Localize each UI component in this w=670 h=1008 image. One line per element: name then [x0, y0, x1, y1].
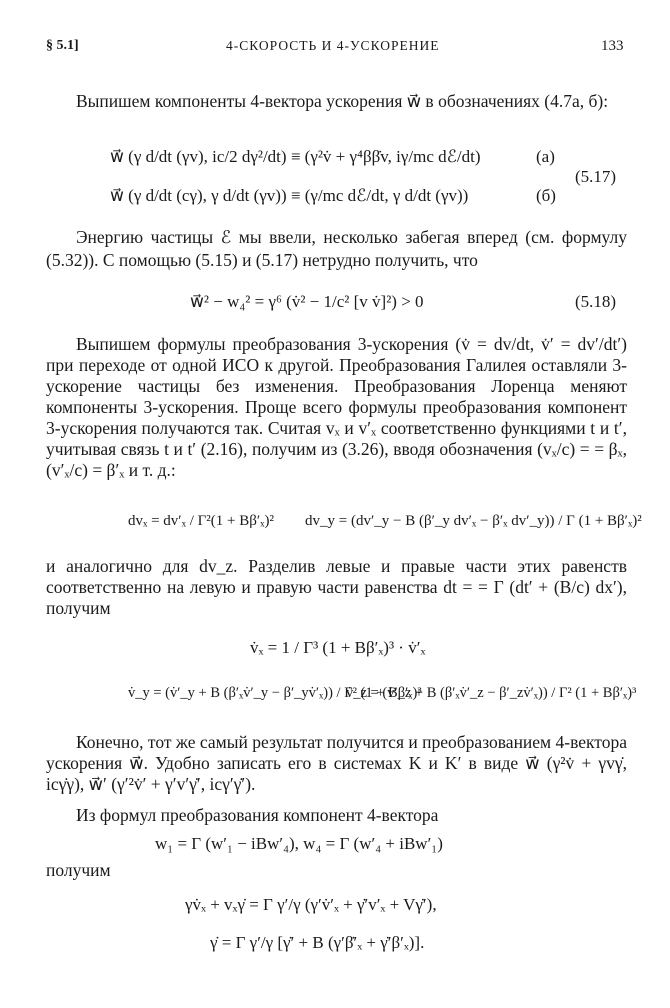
equation-vx-dot: v̇ₓ = 1 / Γ³ (1 + Bβ′ₓ)³ · v̇′ₓ [250, 638, 426, 657]
word-we-get: получим [46, 860, 111, 880]
equation-vz-dot: v̇_z = (v̇′_z + B (β′ₓv̇′_z − β′_zv̇′ₓ)) / Γ² (1 + Bβ′ₓ)³ [346, 685, 637, 701]
chapter-title: 4-СКОРОСТЬ И 4-УСКОРЕНИЕ [226, 38, 440, 53]
paragraph-from-formulas: Из формул преобразования компонент 4-вектора [76, 805, 439, 825]
equation-number-5-17: (5.17) [575, 167, 617, 186]
equation-w-transform: w₁ = Γ (w′₁ − iBw′₄), w₄ = Γ (w′₄ + iBw′₁) [155, 834, 443, 853]
equation-gamma-1: γv̇ₓ + vₓγ̇ = Γ γ′/γ (γ′v̇′ₓ + γ̇′v′ₓ + Vγ̇′), [185, 895, 437, 914]
paragraph-energy: Энергию частицы ℰ мы ввели, несколько забегая вперед (см. формулу (5.32)). С помощью (5.15) и (5.17) нетрудно получить, что [46, 227, 627, 270]
section-ref: § 5.1] [46, 38, 79, 53]
equation-5-18: w⃗² − w₄² = γ⁶ (v̇² − 1/c² [v v̇]²) > 0 [190, 292, 424, 311]
equation-vy-dot: v̇_y = (v̇′_y + B (β′ₓv̇′_y − β′_yv̇′ₓ)) / Γ² (1 + Bβ′ₓ)³ [128, 685, 422, 701]
equation-dvx: dvₓ = dv′ₓ / Γ²(1 + Bβ′ₓ)² [128, 513, 274, 529]
paragraph-transform: Выпишем формулы преобразования 3-ускорения (v̇ = dv/dt, v̇′ = dv′/dt′) при переходе от одной ИСО к другой. Преобразования Галилея оставляли 3-ускорение частицы без изменения. Преобразования Лоренца меняют компоненты 3-ускорения. Проще всего формулы преобразования компонент 3-ускорения получаются так. Считая vₓ и v′ₓ соответственно функциями t и t′, учитывая связь t и t′ (2.16), получим из (3.26), вводя обозначения (vₓ/c) = = βₓ, (v′ₓ/c) = β′ₓ и т. д.: [46, 334, 627, 480]
equation-gamma-2: γ̇ = Γ γ′/γ [γ̇′ + B (γ′β̇′ₓ + γ̇′β′ₓ)]. [210, 933, 425, 952]
equation-dvy: dv_y = (dv′_y − B (β′_y dv′ₓ − β′ₓ dv′_y)) / Γ (1 + Bβ′ₓ)² [305, 513, 642, 529]
page-number: 133 [601, 38, 624, 54]
equation-number-5-18: (5.18) [575, 292, 617, 311]
equation-5-17a-label: (а) [536, 147, 555, 166]
paragraph-4vector: Конечно, тот же самый результат получится и преобразованием 4-вектора ускорения w⃗. Удобно записать его в системах K и K′ в виде w⃗ (γ²v̇ + γvγ̇, icγ̇γ), w⃗′ (γ′²v̇′ + γ′v′γ̇′, icγ′γ̇′). [46, 732, 627, 794]
equation-5-17b: w⃗ (γ d/dt (cγ), γ d/dt (γv)) ≡ (γ/mc dℰ/dt, γ d/dt (γv)) [110, 186, 469, 205]
running-header [0, 38, 670, 58]
paragraph-dividing: и аналогично для dv_z. Разделив левые и правые части этих равенств соответственно на левую и правую части равенства dt = = Γ (dt′ + (B/c) dx′), получим [46, 556, 627, 618]
equation-5-17b-label: (б) [536, 186, 556, 205]
equation-5-17a: w⃗ (γ d/dt (γv), ic/2 dγ²/dt) ≡ (γ²v̇ + γ⁴ββ̇v, iγ/mc dℰ/dt) [110, 147, 481, 166]
paragraph-intro: Выпишем компоненты 4-вектора ускорения w⃗ в обозначениях (4.7а, б): [76, 91, 609, 111]
